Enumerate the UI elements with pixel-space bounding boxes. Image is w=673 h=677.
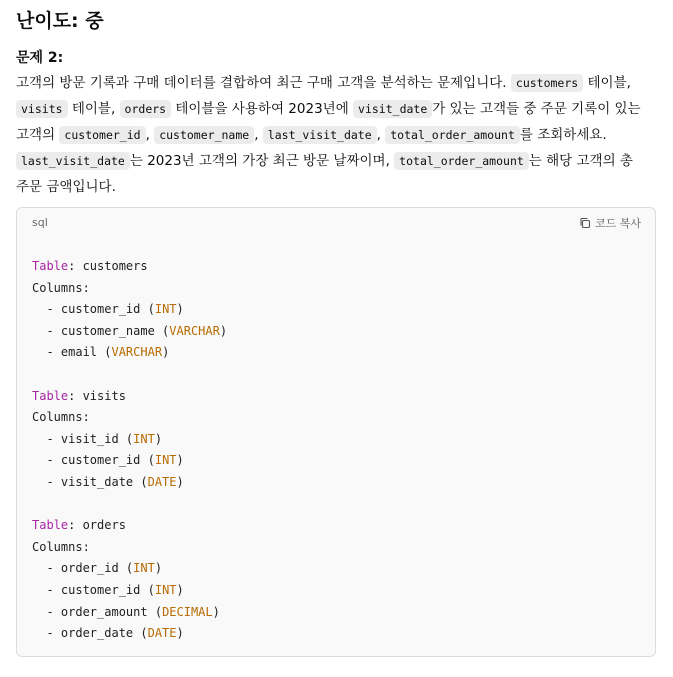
- code-language-label: sql: [32, 216, 48, 229]
- code-column-type: INT: [154, 582, 177, 597]
- desc-text: ,: [254, 127, 263, 143]
- code-table-name: visits: [82, 388, 126, 403]
- copy-code-label: 코드 복사: [594, 217, 641, 230]
- code-column-type: INT: [154, 453, 177, 468]
- code-column-type: DATE: [147, 626, 177, 641]
- inline-code: total_order_amount: [385, 126, 520, 144]
- code-columns-label: Columns:: [32, 410, 90, 425]
- desc-text: 는 해당 고객의 총 주문 금액입니다.: [16, 153, 633, 195]
- code-column-name: visit_id: [60, 431, 119, 446]
- desc-text: 테이블,: [583, 75, 631, 91]
- code-column-name: customer_id: [60, 582, 141, 597]
- code-column-type: INT: [133, 431, 155, 446]
- code-block: [16, 207, 656, 657]
- code-block-header: [17, 208, 655, 240]
- inline-code: visit_date: [353, 100, 432, 118]
- desc-text: ,: [145, 127, 155, 143]
- code-columns-label: Columns:: [32, 539, 90, 554]
- desc-text: 가 있는 고객들 중 주문 기록이 있는 고객의: [16, 101, 641, 143]
- code-column-name: customer_id: [60, 302, 141, 317]
- code-keyword: Table: [32, 388, 69, 403]
- code-column-name: customer_id: [60, 453, 141, 468]
- code-keyword: Table: [32, 518, 69, 533]
- desc-text: 를 조회하세요.: [519, 127, 607, 143]
- inline-code: total_order_amount: [394, 152, 529, 170]
- code-column-type: INT: [133, 561, 155, 576]
- code-column-type: VARCHAR: [169, 323, 220, 338]
- code-column-type: VARCHAR: [111, 345, 163, 360]
- inline-code: customer_id: [59, 126, 145, 144]
- problem-description: [16, 70, 656, 200]
- desc-text: 테이블을 사용하여 2023년에: [171, 101, 354, 117]
- inline-code: orders: [120, 100, 172, 118]
- desc-text: 테이블,: [67, 101, 120, 117]
- code-column-name: order_id: [60, 561, 119, 576]
- code-column-type: DATE: [147, 474, 177, 489]
- code-table-name: customers: [82, 259, 148, 273]
- code-column-type: INT: [154, 302, 177, 317]
- code-keyword: Table: [32, 259, 69, 273]
- code-column-name: visit_date: [60, 474, 134, 489]
- inline-code: customers: [511, 74, 583, 92]
- page-heading: 난이도: 중: [16, 10, 104, 32]
- desc-text: 는 2023년 고객의 가장 최근 방문 날짜이며,: [129, 153, 395, 169]
- code-columns-label: Columns:: [32, 280, 90, 295]
- inline-code: last_visit_date: [263, 126, 377, 144]
- copy-icon: [579, 217, 591, 229]
- code-column-name: customer_name: [60, 323, 155, 338]
- code-content: Table: customers Columns: - customer_id (INT) - customer_name (VARCHAR) - email (VARCHAR) Table: visits Columns: - visit_id (INT) - customer_id (INT) - visit_date (DATE) Table: orders Columns: - order_id (INT) - customer_id (INT) - order_amount (DECIMAL) - order_date (DATE): [32, 259, 228, 641]
- copy-code-button[interactable]: [579, 215, 641, 231]
- code-column-type: DECIMAL: [162, 604, 213, 619]
- problem-title: 문제 2:: [16, 50, 64, 66]
- code-column-name: order_date: [60, 626, 134, 641]
- desc-text: ,: [376, 127, 386, 143]
- code-column-name: order_amount: [60, 604, 148, 619]
- inline-code: visits: [16, 100, 68, 118]
- desc-text: 고객의 방문 기록과 구매 데이터를 결합하여 최근 구매 고객을 분석하는 문제입니다.: [16, 75, 511, 91]
- inline-code: last_visit_date: [16, 152, 130, 170]
- code-column-name: email: [60, 345, 98, 360]
- code-table-name: orders: [82, 518, 126, 533]
- inline-code: customer_name: [154, 126, 254, 144]
